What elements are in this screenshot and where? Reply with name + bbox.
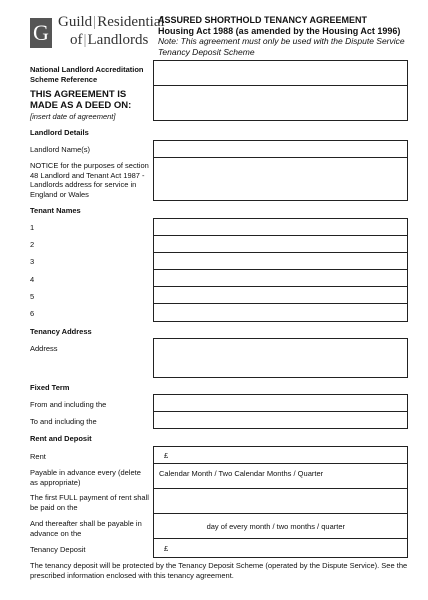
landlord-address-field[interactable] [153, 157, 408, 201]
logo-word-of: of [70, 32, 83, 48]
tenant-name-field[interactable] [153, 269, 408, 287]
tenant-row-label: 2 [30, 240, 35, 249]
thereafter-label: And thereafter shall be payable in advance on the [30, 519, 142, 538]
to-date-label: To and including the [30, 417, 97, 426]
first-payment-field[interactable] [153, 488, 408, 514]
landlord-name-field[interactable] [153, 140, 408, 158]
document-subtitle: Housing Act 1988 (as amended by the Housing Act 1996) [158, 26, 401, 36]
rent-section-title: Rent and Deposit [30, 434, 92, 443]
tenant-name-field[interactable] [153, 252, 408, 270]
rent-currency: £ [164, 450, 169, 460]
landlord-section-title: Landlord Details [30, 128, 89, 137]
to-date-field[interactable] [153, 411, 408, 429]
tenant-section-title: Tenant Names [30, 206, 81, 215]
tenancy-address-field[interactable] [153, 338, 408, 378]
tenancy-address-section-title: Tenancy Address [30, 327, 92, 336]
landlord-notice-label: NOTICE for the purposes of section 48 Landlord and Tenant Act 1987 - Landlords address for service in England or Wales [30, 161, 149, 199]
logo-word-residential: Residential [97, 14, 165, 30]
tenant-name-field[interactable] [153, 235, 408, 253]
rent-label: Rent [30, 452, 46, 461]
advance-label: Payable in advance every (delete as appropriate) [30, 468, 141, 487]
tenant-row-label: 5 [30, 292, 35, 301]
from-date-label: From and including the [30, 400, 107, 409]
deposit-label: Tenancy Deposit [30, 545, 86, 554]
deed-hint: [insert date of agreement] [30, 112, 116, 121]
accreditation-field[interactable] [153, 60, 408, 86]
from-date-field[interactable] [153, 394, 408, 412]
advance-period-options: Calendar Month / Two Calendar Months / Quarter [159, 469, 324, 478]
tenant-name-field[interactable] [153, 286, 408, 304]
first-payment-label: The first FULL payment of rent shall be paid on the [30, 493, 149, 512]
advance-period-field[interactable] [153, 463, 408, 489]
guild-logo-line1: Guild|Residential [58, 14, 165, 30]
logo-word-guild: Guild [58, 14, 93, 30]
deposit-protection-note: The tenancy deposit will be protected by the Tenancy Deposit Scheme (operated by the Dispute Service). See the prescribed information enclosed with this tenancy agreement. [30, 561, 408, 580]
accreditation-label: National Landlord Accreditation Scheme Reference [30, 65, 144, 84]
tenant-name-field[interactable] [153, 218, 408, 236]
tenant-row-label: 3 [30, 257, 35, 266]
tenant-row-label: 1 [30, 223, 35, 232]
tenant-row-label: 6 [30, 309, 35, 318]
deed-title: THIS AGREEMENT IS MADE AS A DEED ON: [30, 89, 132, 111]
tenant-name-field[interactable] [153, 303, 408, 322]
address-label: Address [30, 344, 58, 353]
fixed-term-section-title: Fixed Term [30, 383, 70, 392]
thereafter-field[interactable] [153, 513, 408, 539]
guild-logo-mark: G [30, 18, 52, 48]
tenant-row-label: 4 [30, 275, 35, 284]
guild-logo-line2: of|Landlords [70, 32, 149, 48]
deposit-amount-field[interactable] [153, 538, 408, 558]
document-title: ASSURED SHORTHOLD TENANCY AGREEMENT [158, 15, 368, 25]
deed-date-field[interactable] [153, 85, 408, 121]
rent-amount-field[interactable] [153, 446, 408, 464]
deposit-currency: £ [164, 543, 169, 553]
landlord-name-label: Landlord Name(s) [30, 145, 91, 154]
logo-word-landlords: Landlords [87, 32, 149, 48]
thereafter-options: day of every month / two months / quarter [206, 521, 345, 531]
document-note: Note: This agreement must only be used with the Dispute Service Tenancy Deposit Scheme [158, 36, 405, 57]
